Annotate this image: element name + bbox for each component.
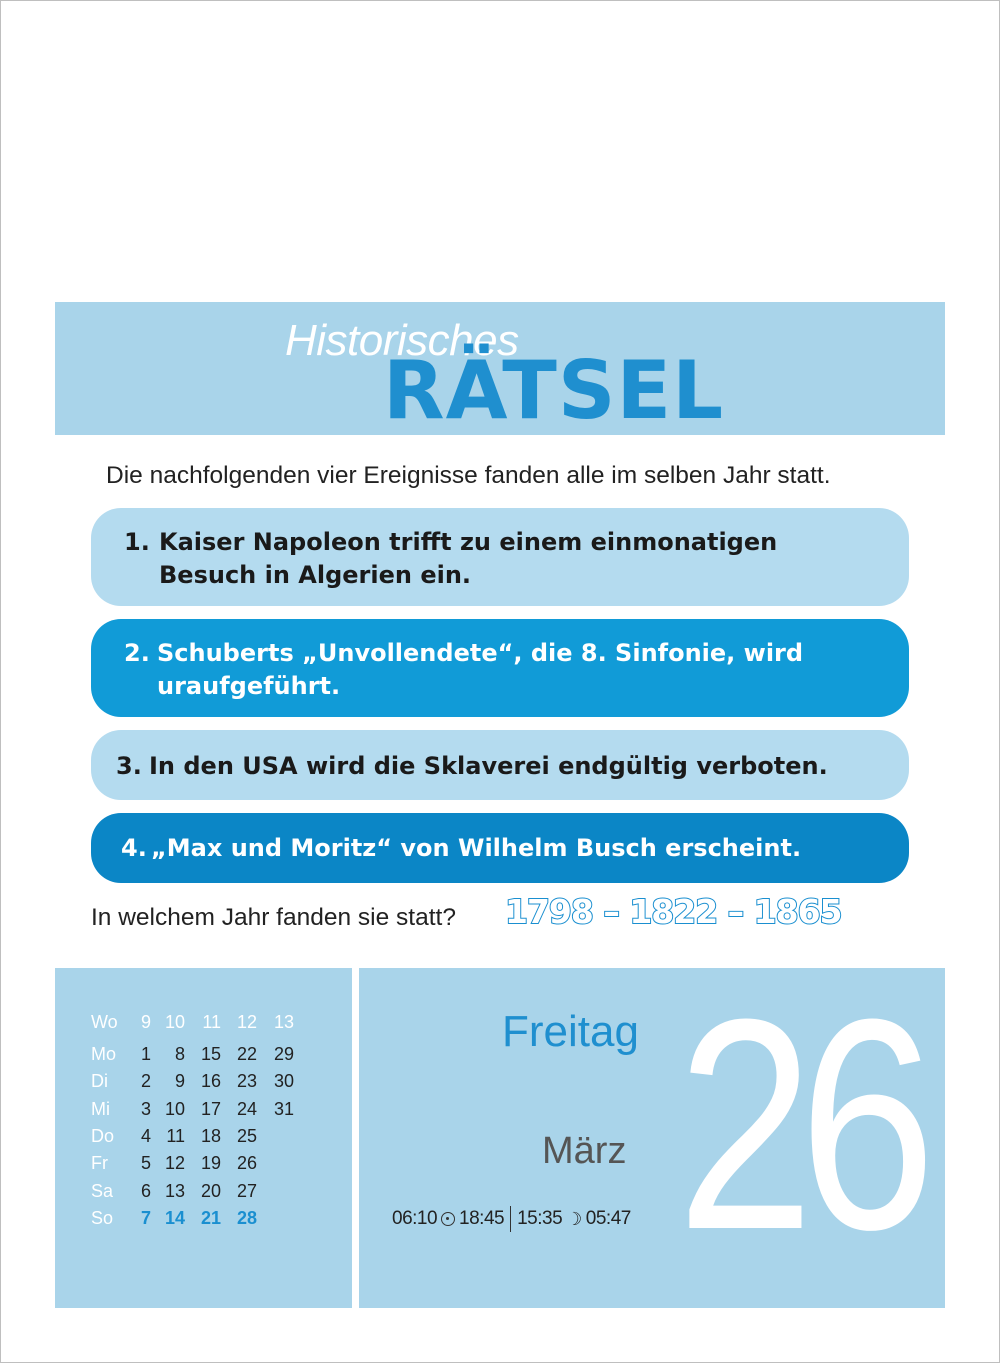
calendar-date: 13 bbox=[164, 1180, 185, 1201]
calendar-date: 30 bbox=[273, 1071, 294, 1092]
calendar-date: 27 bbox=[236, 1180, 257, 1201]
weekday-label: Di bbox=[91, 1071, 108, 1092]
calendar-date: 26 bbox=[236, 1153, 257, 1174]
weekday-name: Freitag bbox=[502, 1007, 639, 1056]
item-number: 3. bbox=[116, 752, 142, 780]
item-number: 4. bbox=[121, 834, 147, 862]
time-divider bbox=[510, 1206, 511, 1232]
sunrise-time: 06:10 bbox=[392, 1208, 438, 1229]
header-kicker: Historisches bbox=[285, 316, 519, 365]
calendar-date: 16 bbox=[200, 1071, 221, 1092]
item-text-line1: Schuberts „Unvollendete“, die 8. Sinfonie, wird bbox=[157, 639, 804, 667]
header-headline: RÄTSEL bbox=[383, 344, 725, 437]
calendar-date: 29 bbox=[273, 1044, 294, 1064]
week-label: Wo bbox=[91, 1012, 118, 1032]
calendar-date: 28 bbox=[236, 1207, 257, 1228]
weekday-label: Do bbox=[91, 1125, 115, 1146]
item-text-line2: uraufgeführt. bbox=[157, 672, 341, 700]
calendar-date: 25 bbox=[236, 1125, 257, 1146]
week-number: 12 bbox=[236, 1012, 257, 1032]
day-panel bbox=[359, 956, 945, 1308]
calendar-date: 3 bbox=[140, 1098, 151, 1119]
mini-calendar bbox=[55, 968, 352, 1308]
calendar-date: 18 bbox=[200, 1125, 221, 1146]
moon-icon: ☽ bbox=[566, 1208, 582, 1229]
calendar-date: 8 bbox=[174, 1044, 185, 1064]
puzzle-item-2 bbox=[91, 619, 909, 717]
month-name: März bbox=[542, 1130, 627, 1172]
puzzle-item-3 bbox=[91, 730, 909, 800]
calendar-date: 10 bbox=[164, 1098, 185, 1119]
calendar-date: 6 bbox=[140, 1180, 151, 1201]
week-number: 10 bbox=[164, 1012, 185, 1032]
weekday-label: Sa bbox=[91, 1180, 114, 1201]
calendar-date: 24 bbox=[236, 1098, 257, 1119]
weekday-label: So bbox=[91, 1207, 114, 1228]
puzzle-intro: Die nachfolgenden vier Ereignisse fanden alle im selben Jahr statt. bbox=[106, 462, 831, 489]
puzzle-item-4 bbox=[91, 813, 909, 883]
sunset-time: 18:45 bbox=[459, 1208, 505, 1229]
item-number: 2. bbox=[124, 639, 150, 667]
calendar-date: 31 bbox=[273, 1098, 294, 1119]
moonset-time: 05:47 bbox=[585, 1208, 631, 1229]
calendar-date: 20 bbox=[200, 1180, 221, 1201]
calendar-date: 19 bbox=[200, 1153, 221, 1174]
calendar-date: 9 bbox=[174, 1071, 185, 1092]
weekday-label: Mo bbox=[91, 1044, 117, 1064]
calendar-date: 14 bbox=[164, 1207, 185, 1228]
answer-options: 1798 – 1822 – 1865 bbox=[505, 892, 842, 931]
moonrise-time: 15:35 bbox=[517, 1208, 563, 1229]
calendar-date: 5 bbox=[140, 1153, 151, 1174]
calendar-date: 22 bbox=[236, 1044, 257, 1064]
week-number: 11 bbox=[202, 1012, 221, 1032]
calendar-date: 12 bbox=[164, 1153, 185, 1174]
puzzle-item-1 bbox=[91, 508, 909, 606]
weekday-label: Mi bbox=[91, 1098, 110, 1119]
item-text-line1: „Max und Moritz“ von Wilhelm Busch erscheint. bbox=[151, 834, 802, 862]
calendar-date: 17 bbox=[200, 1098, 221, 1119]
weekday-label: Fr bbox=[91, 1153, 108, 1174]
calendar-date: 11 bbox=[166, 1125, 185, 1146]
calendar-date: 21 bbox=[200, 1207, 221, 1228]
puzzle-question: In welchem Jahr fanden sie statt? bbox=[91, 904, 456, 931]
item-number: 1. bbox=[124, 528, 150, 556]
item-text-line1: Kaiser Napoleon trifft zu einem einmonatigen bbox=[159, 528, 778, 556]
header-banner bbox=[55, 302, 945, 435]
calendar-date: 15 bbox=[200, 1044, 221, 1064]
calendar-date: 1 bbox=[140, 1044, 151, 1064]
calendar-date: 7 bbox=[140, 1207, 151, 1228]
calendar-date: 2 bbox=[140, 1071, 151, 1092]
sun-moon-times bbox=[392, 1206, 631, 1232]
week-number: 13 bbox=[273, 1012, 294, 1032]
item-text-line1: In den USA wird die Sklaverei endgültig verboten. bbox=[149, 752, 828, 780]
day-number: 26 bbox=[677, 956, 922, 1292]
week-number: 9 bbox=[140, 1012, 151, 1032]
calendar-date: 4 bbox=[140, 1125, 151, 1146]
sun-icon bbox=[441, 1212, 455, 1226]
calendar-date: 23 bbox=[236, 1071, 257, 1092]
item-text-line2: Besuch in Algerien ein. bbox=[159, 561, 472, 589]
